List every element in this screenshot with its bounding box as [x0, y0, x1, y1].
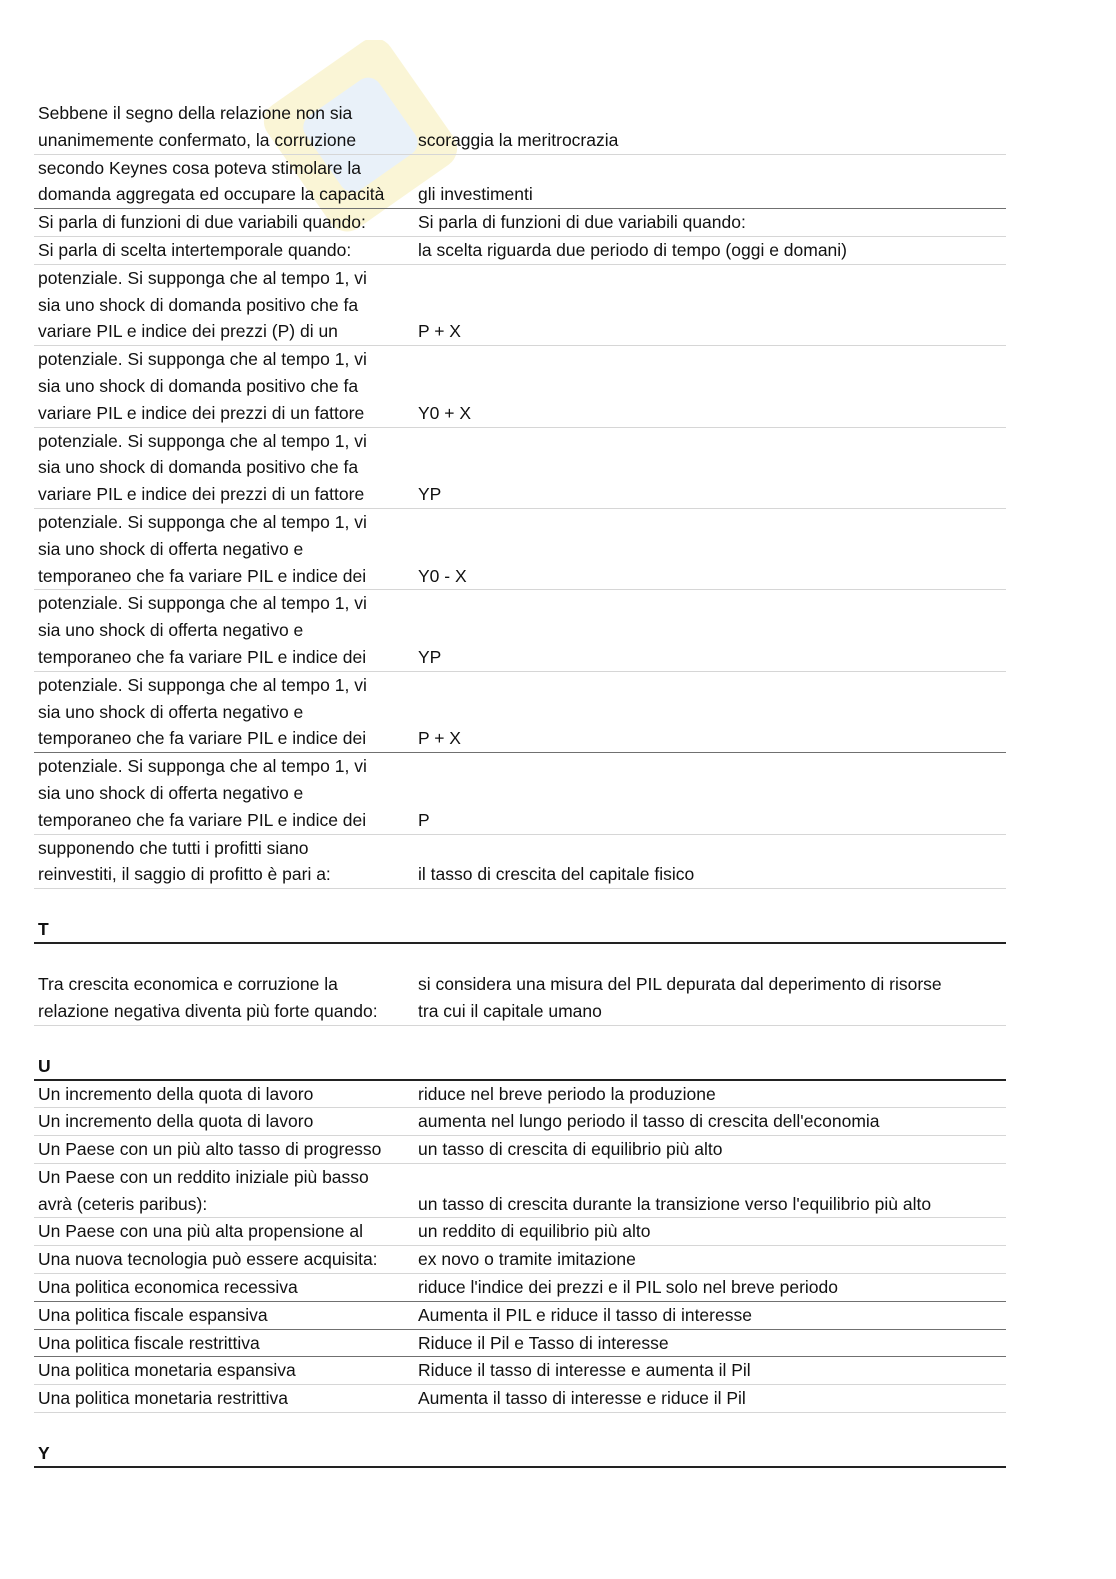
glossary-row	[34, 346, 1006, 427]
glossary-row	[34, 971, 1006, 1026]
glossary-row	[34, 1164, 1006, 1219]
glossary-row	[34, 100, 1006, 155]
answer-text: si considera una misura del PIL depurata dal deperimento di risorse tra cui il capitale umano	[418, 973, 942, 1021]
glossary-row	[34, 1385, 1006, 1413]
question-text: Si parla di funzioni di due variabili quando:	[38, 212, 366, 233]
glossary-row	[34, 209, 1006, 237]
glossary-row	[34, 1108, 1006, 1136]
glossary-row	[34, 672, 1006, 753]
question-text: potenziale. Si supponga che al tempo 1, vi sia uno shock di offerta negativo e temporaneo che fa variare PIL e indice dei	[38, 593, 367, 667]
answer-text: Aumenta il PIL e riduce il tasso di interesse	[418, 1304, 752, 1325]
glossary-row	[34, 265, 1006, 346]
glossary-row	[34, 509, 1006, 590]
question-text: Sebbene il segno della relazione non sia unanimemente confermato, la corruzione	[38, 103, 357, 150]
question-text: Si parla di scelta intertemporale quando:	[38, 239, 352, 260]
answer-text: Y0 - X	[418, 565, 467, 586]
section-letter-heading: U	[34, 1053, 1006, 1081]
question-text: potenziale. Si supponga che al tempo 1, vi sia uno shock di domanda positivo che fa variare PIL e indice dei prezzi (P) di un	[38, 267, 367, 342]
answer-text: riduce nel breve periodo la produzione	[418, 1083, 716, 1104]
question-text: Una politica fiscale restrittiva	[38, 1332, 260, 1353]
answer-text: P + X	[418, 728, 461, 749]
glossary-row	[34, 1330, 1006, 1358]
glossary-row	[34, 428, 1006, 509]
question-text: Una politica fiscale espansiva	[38, 1304, 268, 1325]
question-text: secondo Keynes cosa poteva stimolare la domanda aggregata ed occupare la capacità	[38, 157, 385, 205]
answer-text: riduce l'indice dei prezzi e il PIL solo nel breve periodo	[418, 1277, 839, 1298]
glossary-row	[34, 1218, 1006, 1246]
answer-text: Aumenta il tasso di interesse e riduce il Pil	[418, 1388, 746, 1409]
question-text: Una nuova tecnologia può essere acquisita:	[38, 1249, 378, 1270]
question-text: Un incremento della quota di lavoro	[38, 1083, 314, 1104]
answer-text: scoraggia la meritrocrazia	[418, 129, 619, 150]
question-text: Una politica monetaria espansiva	[38, 1360, 296, 1381]
section-spacer	[34, 944, 1006, 971]
glossary-row	[34, 753, 1006, 834]
glossary-page	[34, 100, 1006, 1468]
question-text: potenziale. Si supponga che al tempo 1, vi sia uno shock di offerta negativo e temporaneo che fa variare PIL e indice dei	[38, 674, 367, 749]
glossary-row	[34, 1302, 1006, 1330]
glossary-row	[34, 1136, 1006, 1164]
answer-text: gli investimenti	[418, 184, 533, 205]
question-text: supponendo che tutti i profitti siano reinvestiti, il saggio di profitto è pari a:	[38, 837, 331, 885]
question-text: Una politica monetaria restrittiva	[38, 1388, 288, 1409]
answer-text: Y0 + X	[418, 402, 472, 423]
answer-text: la scelta riguarda due periodo di tempo (oggi e domani)	[418, 239, 848, 260]
question-text: Un Paese con una più alta propensione al	[38, 1221, 363, 1242]
answer-text: un tasso di crescita durante la transizione verso l'equilibrio più alto	[418, 1193, 932, 1214]
section-letter-heading: Y	[34, 1440, 1006, 1468]
answer-text: Riduce il tasso di interesse e aumenta il Pil	[418, 1360, 751, 1381]
answer-text: Riduce il Pil e Tasso di interesse	[418, 1332, 669, 1353]
glossary-row	[34, 1246, 1006, 1274]
question-text: potenziale. Si supponga che al tempo 1, vi sia uno shock di domanda positivo che fa variare PIL e indice dei prezzi di un fattore	[38, 349, 367, 423]
glossary-row	[34, 1274, 1006, 1302]
question-text: Una politica economica recessiva	[38, 1277, 298, 1298]
question-text: Un Paese con un più alto tasso di progresso	[38, 1139, 382, 1160]
answer-text: P	[418, 809, 430, 830]
question-text: potenziale. Si supponga che al tempo 1, vi sia uno shock di domanda positivo che fa variare PIL e indice dei prezzi di un fattore	[38, 430, 367, 505]
answer-text: YP	[418, 646, 442, 667]
answer-text: il tasso di crescita del capitale fisico	[418, 864, 695, 885]
question-text: Un Paese con un reddito iniziale più basso avrà (ceteris paribus):	[38, 1166, 369, 1214]
answer-text: ex novo o tramite imitazione	[418, 1249, 636, 1270]
glossary-row	[34, 1081, 1006, 1109]
glossary-row	[34, 237, 1006, 265]
question-text: potenziale. Si supponga che al tempo 1, vi sia uno shock di offerta negativo e temporaneo che fa variare PIL e indice dei	[38, 511, 367, 586]
question-text: Un incremento della quota di lavoro	[38, 1111, 314, 1132]
answer-text: un reddito di equilibrio più alto	[418, 1221, 651, 1242]
glossary-row	[34, 155, 1006, 210]
answer-text: Si parla di funzioni di due variabili quando:	[418, 212, 746, 233]
answer-text: YP	[418, 484, 442, 505]
question-text: Tra crescita economica e corruzione la relazione negativa diventa più forte quando:	[38, 973, 378, 1021]
glossary-row	[34, 835, 1006, 890]
answer-text: un tasso di crescita di equilibrio più alto	[418, 1139, 723, 1160]
answer-text: aumenta nel lungo periodo il tasso di crescita dell'economia	[418, 1111, 880, 1132]
question-text: potenziale. Si supponga che al tempo 1, vi sia uno shock di offerta negativo e temporaneo che fa variare PIL e indice dei	[38, 756, 367, 830]
answer-text: P + X	[418, 321, 461, 342]
glossary-row	[34, 1357, 1006, 1385]
glossary-row	[34, 590, 1006, 671]
section-letter-heading: T	[34, 916, 1006, 944]
